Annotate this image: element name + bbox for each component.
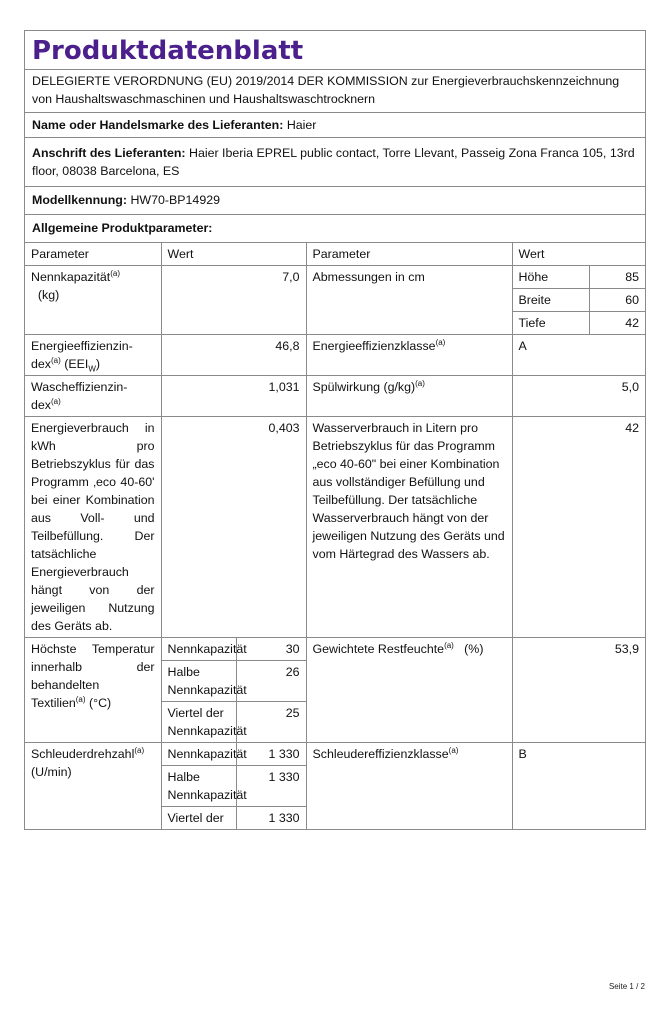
table-row (25, 638, 645, 743)
table-row (25, 417, 645, 638)
general-parameters-heading: Allgemeine Produktparameter: (25, 214, 645, 242)
energy-consumption-label: Energieverbrauch in kWh pro Betriebszyklus für das Programm ‚eco 40-60' bei einer Kombination aus Voll- und Teilbefüllung. Der tatsächliche Energieverbrauch hängt von der jeweiligen Nutzung des Geräts ab. (25, 417, 161, 638)
supplier-address (25, 137, 645, 186)
supplier-address-label: Anschrift des Lieferanten: (32, 146, 186, 160)
spin-speed-values (161, 743, 306, 830)
wash-efficiency-label: Wascheffizienzin- dex$^{(a)}$ (25, 376, 161, 417)
water-consumption-value: 42 (512, 417, 645, 638)
rinse-value: 5,0 (512, 376, 645, 417)
header-parameter-2: Parameter (306, 243, 512, 266)
max-temperature-values (161, 638, 306, 743)
residual-moisture-label: Gewichtete Restfeuchte$^{(a)}$ (%) (306, 638, 512, 743)
header-value-2: Wert (512, 243, 645, 266)
eei-label: Energieeffizienzin- dex$^{(a)}$ $(EEI_W)$ (25, 335, 161, 376)
regulation-text: DELEGIERTE VERORDNUNG (EU) 2019/2014 DER KOMMISSION zur Energieverbrauchskennzeichnung von Haushaltswaschmaschinen und Haushaltswaschtrocknern (25, 69, 645, 112)
rinse-label: Spülwirkung $(g/kg)^{(a)}$ (306, 376, 512, 417)
table-row (25, 743, 645, 830)
spin-speed-label: Schleuderdrehzahl$^{(a)}$ (U/min) (25, 743, 161, 830)
list-item: Viertel der Nennkapazität 25 (162, 702, 306, 743)
energy-class-value: A (512, 335, 645, 376)
wash-efficiency-value: 1,031 (161, 376, 306, 417)
model-label: Modellkennung: (32, 193, 127, 207)
page-number: Seite 1 / 2 (608, 982, 645, 991)
list-item: Höhe 85 (513, 266, 646, 289)
table-row (25, 335, 645, 376)
list-item: Nennkapazität 1 330 (162, 743, 306, 766)
supplier-name-value: Haier (286, 118, 317, 132)
page-title: Produktdatenblatt (32, 36, 304, 66)
model-value: HW70-BP14929 (130, 193, 220, 207)
energy-class-label: Energieeffizienzklasse$^{(a)}$ (306, 335, 512, 376)
eei-value: 46,8 (161, 335, 306, 376)
supplier-name-label: Name oder Handelsmarke des Lieferanten: (32, 118, 284, 132)
list-item: Breite 60 (513, 289, 646, 312)
dimensions-label: Abmessungen in cm (306, 266, 512, 335)
table-row (25, 376, 645, 417)
max-temperature-label: Höchste Temperatur innerhalb der behandelten Textilien$^{(a)}$ (°C) (25, 638, 161, 743)
table-row (25, 266, 645, 335)
list-item: Halbe Nennkapazität 1 330 (162, 766, 306, 807)
list-item: Halbe Nennkapazität 26 (162, 661, 306, 702)
spin-class-label: Schleudereffizienzklasse$^{(a)}$ (306, 743, 512, 830)
header-parameter: Parameter (25, 243, 161, 266)
energy-consumption-value: 0,403 (161, 417, 306, 638)
dimensions-values (512, 266, 645, 335)
list-item: Nennkapazität 30 (162, 638, 306, 661)
spin-class-value: B (512, 743, 645, 830)
header-value: Wert (161, 243, 306, 266)
water-consumption-label: Wasserverbrauch in Litern pro Betriebszyklus für das Programm „eco 40-60" bei einer Kombination aus vollständiger Befüllung und Teilbefüllung. Der tatsächliche Wasserverbrauch hängt von der jeweiligen Nutzung des Geräts und vom Härtegrad des Wassers ab. (306, 417, 512, 638)
residual-moisture-value: 53,9 (512, 638, 645, 743)
list-item: Tiefe 42 (513, 312, 646, 335)
capacity-value: 7,0 (161, 266, 306, 335)
model-identifier (25, 186, 645, 214)
parameters-table (25, 242, 645, 830)
product-data-sheet (24, 30, 646, 830)
supplier-address-value: Haier Iberia EPREL public contact, Torre Llevant, Passeig Zona Franca 105, 13rd floor, 08038 Barcelona, ES (32, 146, 635, 178)
supplier-name (25, 112, 645, 137)
list-item: Viertel der 1 330 (162, 807, 306, 830)
capacity-label: Nennkapazität$^{(a)}$ (kg) (25, 266, 161, 335)
table-header-row (25, 243, 645, 266)
